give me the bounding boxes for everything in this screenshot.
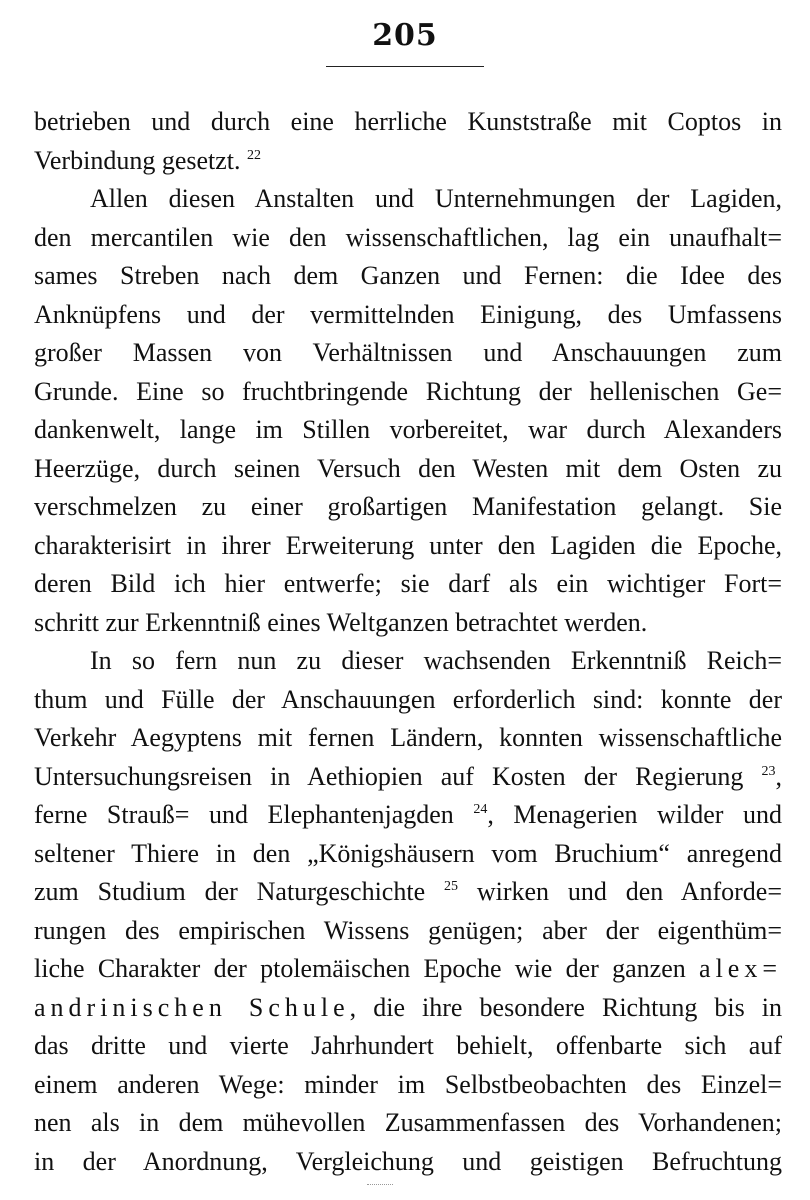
spaced-emphasis: andrinischen Schule (34, 992, 350, 1022)
text-line: ferne Strauß= und Elephantenjagden $^{24}$, Menagerien wilder und (34, 800, 782, 829)
text-line: verschmelzen zu einer großartigen Manifestation gelangt. Sie (34, 492, 782, 521)
text-line: Verbindung gesetzt. $^{22}$ (34, 145, 262, 175)
page-number: 205 (372, 18, 438, 53)
page-bottom-mark (367, 1184, 393, 1185)
text-line: schritt zur Erkenntniß eines Weltganzen betrachtet werden. (34, 607, 648, 637)
footnote-marker: 24 (473, 802, 488, 817)
text-line: In so fern nun zu dieser wachsenden Erkenntniß Reich= (90, 646, 782, 675)
text-line: charakterisirt in ihrer Erweiterung unter den Lagiden die Epoche, (34, 530, 782, 560)
text-line: dankenwelt, lange im Stillen vorbereitet, war durch Alexanders (34, 415, 782, 444)
text-line: betrieben und durch eine herrliche Kunststraße mit Coptos in (34, 107, 782, 136)
text-line: thum und Fülle der Anschauungen erforderlich sind: konnte der (34, 684, 782, 714)
text-line: den mercantilen wie den wissenschaftlichen, lag ein unaufhalt= (34, 222, 782, 252)
text-line: Anknüpfens und der vermittelnden Einigung, des Umfassens (34, 299, 782, 329)
text-line: das dritte und vierte Jahrhundert behielt, offenbarte sich auf (34, 1031, 782, 1060)
text-line: einem anderen Wege: minder im Selbstbeobachten des Einzel= (34, 1069, 782, 1099)
text-line: Heerzüge, durch seinen Versuch den Westen mit dem Osten zu (34, 453, 782, 483)
header-rule (326, 66, 484, 67)
text-line: sames Streben nach dem Ganzen und Fernen: die Idee des (34, 261, 782, 290)
text-line: nen als in dem mühevollen Zusammenfassen des Vorhandenen; (34, 1108, 782, 1137)
text-line: Allen diesen Anstalten und Unternehmungen der Lagiden, (90, 184, 782, 213)
text-line: großer Massen von Verhältnissen und Anschauungen zum (34, 338, 782, 367)
text-line: seltener Thiere in den „Königshäusern vom Bruchium“ anregend (34, 838, 782, 868)
text-line: liche Charakter der ptolemäischen Epoche wie der ganzen alex= (34, 954, 782, 983)
text-line: deren Bild ich hier entwerfe; sie darf als ein wichtiger Fort= (34, 569, 782, 598)
text-line: andrinischen Schule, die ihre besondere Richtung bis in (34, 992, 782, 1022)
spaced-emphasis: alex= (699, 954, 782, 983)
text-line: zum Studium der Naturgeschichte $^{25}$ wirken und den Anforde= (34, 877, 783, 906)
text-line: Untersuchungsreisen in Aethiopien auf Kosten der Regierung $^{23}$, (34, 761, 782, 791)
text-line: rungen des empirischen Wissens genügen; aber der eigenthüm= (34, 915, 782, 945)
body-text (34, 103, 782, 1181)
footnote-marker: 23 (761, 763, 776, 779)
text-line: Verkehr Aegyptens mit fernen Ländern, konnten wissenschaftliche (34, 723, 782, 752)
text-line: Grunde. Eine so fruchtbringende Richtung der hellenischen Ge= (34, 376, 782, 406)
footnote-marker: 22 (247, 147, 262, 163)
footnote-marker: 25 (443, 879, 458, 894)
text-line: in der Anordnung, Vergleichung und geistigen Befruchtung (34, 1146, 782, 1176)
